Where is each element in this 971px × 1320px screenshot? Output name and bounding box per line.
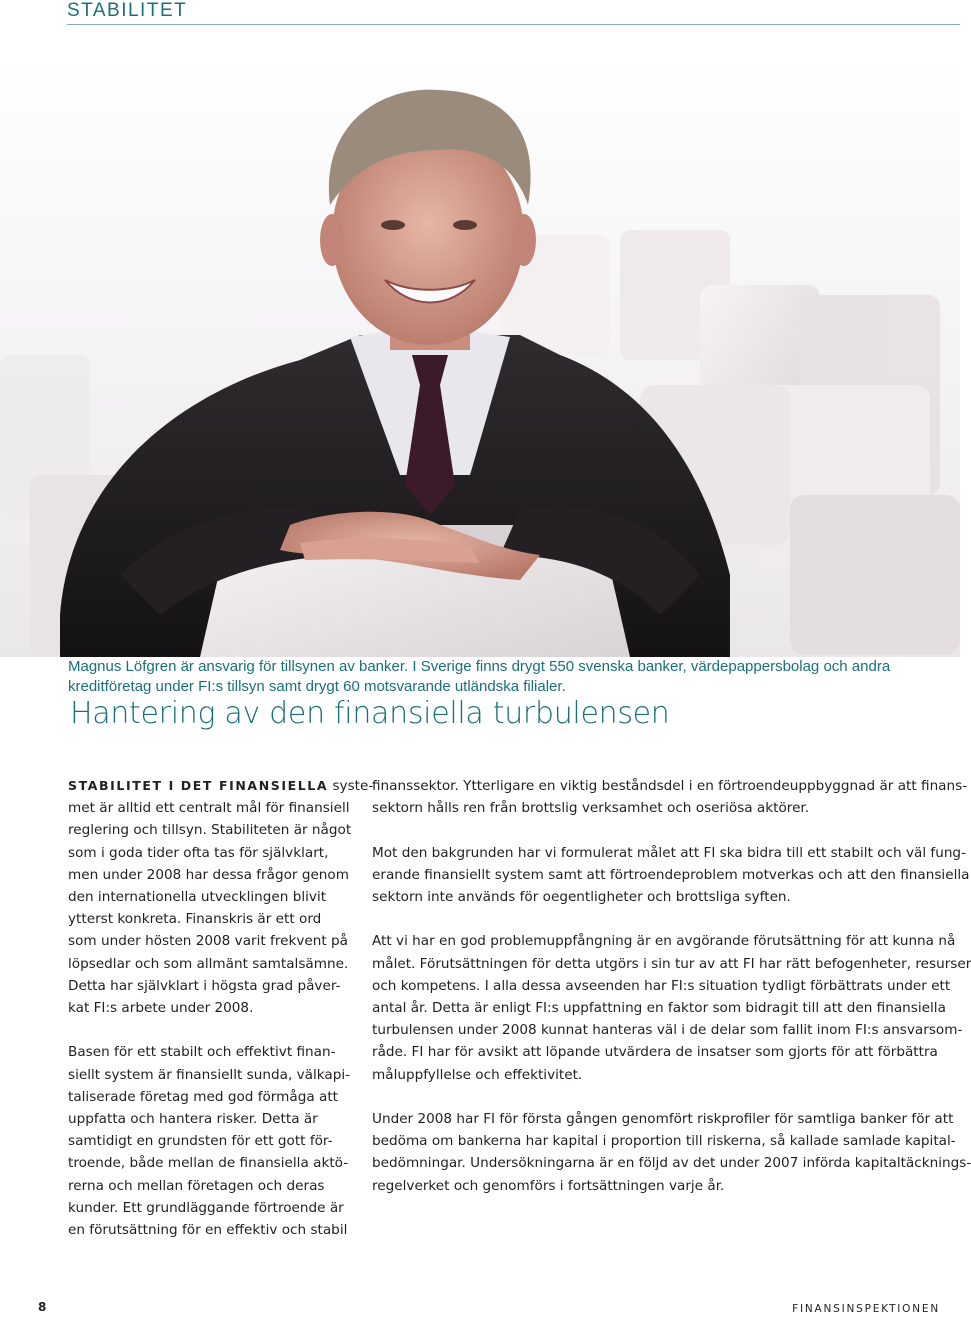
- left-column: [68, 775, 374, 1263]
- text-line: taliserade företag med god förmåga att: [68, 1088, 339, 1105]
- text-line: löpsedlar och som allmänt samtalsämne.: [68, 955, 349, 972]
- text-line: sektorn hålls ren från brottslig verksamhet och oseriösa aktörer.: [372, 800, 810, 817]
- text-line: som i goda tider ofta tas för självklart,: [68, 844, 329, 861]
- page-number: 8: [38, 1300, 47, 1314]
- text-line: Att vi har en god problemuppfångning är en avgörande förutsättning för att kunna nå: [372, 933, 956, 950]
- portrait-illustration: [0, 55, 960, 657]
- text-line: men under 2008 har dessa frågor genom: [68, 866, 349, 883]
- text-line: siellt system är finansiellt sunda, välkapi-: [68, 1066, 351, 1083]
- text-line: uppfatta och hantera risker. Detta är: [68, 1111, 318, 1128]
- text-line: måluppfyllelse och effektivitet.: [372, 1066, 583, 1083]
- text-line: Mot den bakgrunden har vi formulerat målet att FI ska bidra till ett stabilt och väl fung-: [372, 844, 966, 861]
- text-line: en förutsättning för en effektiv och stabil: [68, 1222, 348, 1239]
- text-line: ytterst konkreta. Finanskris är ett ord: [68, 911, 322, 928]
- text-line: regelverket och genomförs i fortsättningen varje år.: [372, 1177, 725, 1194]
- text-line: turbulensen under 2008 kunnat hanteras väl i de delar som fallit inom FI:s ansvarsom-: [372, 1022, 963, 1039]
- right-paragraph-4: [372, 1108, 971, 1197]
- text-line: Under 2008 har FI för första gången genomfört riskprofiler för samtliga banker för att: [372, 1111, 954, 1127]
- text-line: sektorn inte används för oegentligheter och brottsliga syften.: [372, 889, 791, 905]
- text-line: bedömningar. Undersökningarna är en följd av det under 2007 införda kapitaltäcknings-: [372, 1155, 971, 1172]
- text-line: Detta har självklart i högsta grad påver-: [68, 977, 341, 994]
- header-rule: [67, 24, 960, 25]
- text-line: troende, både mellan de finansiella aktö-: [68, 1155, 349, 1172]
- article-title: Hantering av den finansiella turbulensen: [70, 696, 670, 731]
- text-line: reglering och tillsyn. Stabiliteten är något: [68, 822, 352, 839]
- right-paragraph-3: [372, 930, 971, 1085]
- right-paragraph-2: [372, 842, 970, 909]
- right-column: [372, 775, 971, 1219]
- publisher-name: FINANSINSPEKTIONEN: [792, 1303, 940, 1315]
- section-label: STABILITET: [67, 0, 188, 21]
- text-line: samtidigt en grundsten för ett gott för-: [68, 1133, 333, 1150]
- text-line: [68, 775, 374, 797]
- text-line: Basen för ett stabilt och effektivt finan-: [68, 1044, 336, 1061]
- text-line: finanssektor. Ytterligare en viktig beståndsdel i en förtroendeuppbyggnad är att finans-: [372, 778, 968, 794]
- left-paragraph-1: [68, 775, 374, 1019]
- photo-caption: Magnus Löfgren är ansvarig för tillsynen av banker. I Sverige finns drygt 550 svenska banker, värdepappersbolag och andra kreditföretag under FI:s tillsyn samt drygt 60 motsvarande utländska filialer.: [68, 658, 891, 695]
- text-line: antal år. Detta är enligt FI:s uppfattning en faktor som bidragit till att den finansiella: [372, 1000, 946, 1016]
- left-paragraph-2: [68, 1041, 358, 1241]
- text-line: kunder. Ett grundläggande förtroende är: [68, 1199, 344, 1216]
- text-line: met är alltid ett centralt mål för finansiell: [68, 800, 350, 817]
- portrait-photo: [0, 55, 960, 695]
- text-line: den internationella utvecklingen blivit: [68, 889, 327, 906]
- lead-in: STABILITET I DET FINANSIELLA: [68, 778, 329, 793]
- text-line: kat FI:s arbete under 2008.: [68, 1000, 254, 1017]
- text-line: och kompetens. I alla dessa avseenden har FI:s situation tydligt förbättrats under ett: [372, 977, 951, 994]
- text-line: erande finansiellt system samt att förtroendeproblem motverkas och att den finansiella: [372, 866, 970, 883]
- right-paragraph-1: [372, 775, 968, 819]
- text-line: bedöma om bankerna har kapital i proportion till riskerna, så kallade samlade kapital-: [372, 1133, 956, 1150]
- text-line: råde. FI har för avsikt att löpande utvärdera de insatser som gjorts för att förbättra: [372, 1044, 938, 1061]
- text-line-fragment: syste-: [328, 778, 374, 794]
- text-line: som under hösten 2008 varit frekvent på: [68, 933, 348, 950]
- text-line: målet. Förutsättningen för detta utgörs i sin tur av att FI har rätt befogenheter, resurser: [372, 955, 971, 972]
- text-line: rerna och mellan företagen och deras: [68, 1177, 325, 1194]
